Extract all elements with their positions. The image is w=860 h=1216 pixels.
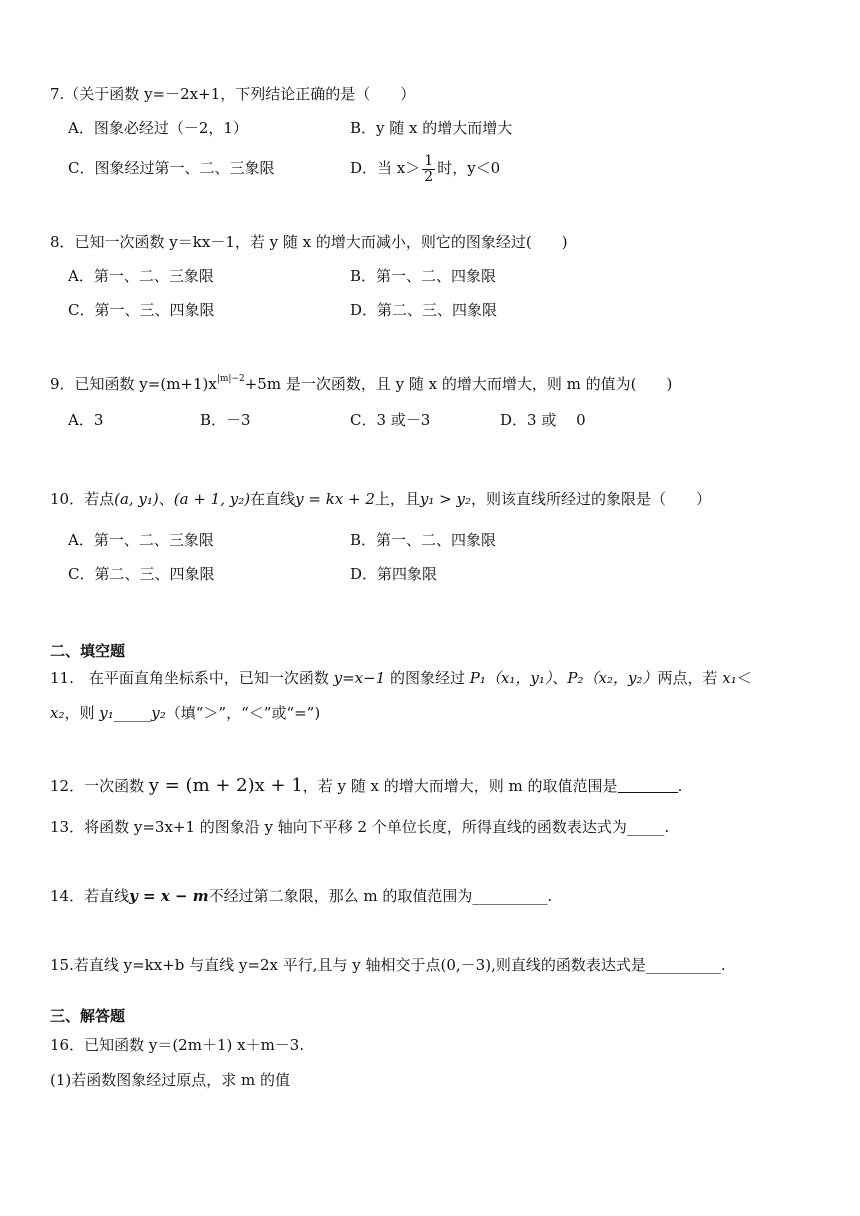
q16-stem: 16．已知函数 y＝(2m＋1) x＋m－3. xyxy=(50,1036,305,1054)
q11-answer-blank: _____ xyxy=(113,704,152,722)
q9-option-c: C．3 或－3 xyxy=(350,411,431,429)
q8-stem: 8．已知一次函数 y＝kx－1，若 y 随 x 的增大而减小，则它的图象经过( ) xyxy=(50,233,568,251)
q11-function: y=x−1 xyxy=(333,669,386,687)
q11-x2: x₂ xyxy=(50,704,65,722)
q12-post: ，若 y 随 x 的增大而增大，则 m 的取值范围是 xyxy=(302,777,618,795)
q10-condition: y₁ > y₂ xyxy=(419,490,472,508)
q11-text-fill: （填“＞”，“＜”或“=”) xyxy=(165,704,321,722)
q9-exponent: |m|−2 xyxy=(216,374,245,384)
q7-option-d-pre: D．当 x＞ xyxy=(350,159,421,177)
fraction-denominator: 2 xyxy=(424,168,434,185)
q8-option-d: D．第二、三、四象限 xyxy=(350,301,498,319)
q10-sep: 、 xyxy=(158,490,174,508)
q10-line-equation: y = kx + 2 xyxy=(295,490,375,508)
q10-option-d: D．第四象限 xyxy=(350,565,438,583)
q9-stem-pre: 9．已知函数 y=(m+1)x xyxy=(50,375,217,393)
q11-point-p2: P₂（x₂，y₂） xyxy=(567,669,658,687)
q14-pre: 14．若直线 xyxy=(50,887,130,905)
q10-option-a: A．第一、二、三象限 xyxy=(68,531,214,549)
q13-line xyxy=(50,817,669,837)
section-heading-fill-in: 二、填空题 xyxy=(50,642,126,660)
q11-point-p1: P₁（x₁，y₁） xyxy=(469,669,553,687)
q10-stem xyxy=(50,489,711,509)
q10-stem-1: 10．若点 xyxy=(50,490,115,508)
q13-text: 13．将函数 y=3x+1 的图象沿 y 轴向下平移 2 个单位长度，所得直线的函数表达式为 xyxy=(50,818,627,836)
q7-option-d xyxy=(350,148,500,188)
q11-y2: y₂ xyxy=(151,704,166,722)
q11-text-a: 11. 在平面直角坐标系中，已知一次函数 xyxy=(50,669,334,687)
section-heading-solutions: 三、解答题 xyxy=(50,1007,126,1025)
q7-option-a: A．图象必经过（－2，1） xyxy=(68,119,248,137)
q11-line-2 xyxy=(50,703,320,723)
q10-option-c: C．第二、三、四象限 xyxy=(68,565,215,583)
q13-answer-blank: _____ xyxy=(626,818,665,836)
q10-stem-3: 上，且 xyxy=(374,490,420,508)
q11-y1: y₁ xyxy=(99,704,114,722)
q10-point-2: (a + 1, y₂) xyxy=(173,490,251,508)
q9-option-a: A．3 xyxy=(68,411,104,429)
q7-option-c: C．图象经过第一、二、三象限 xyxy=(68,159,275,177)
q14-end: . xyxy=(547,887,553,905)
q11-text-c: 、 xyxy=(552,669,568,687)
q8-option-c: C．第一、三、四象限 xyxy=(68,301,215,319)
q7-option-d-post: 时，y＜0 xyxy=(437,159,501,177)
q11-text-d: 两点，若 xyxy=(657,669,723,687)
q9-stem-post: +5m 是一次函数，且 y 随 x 的增大而增大，则 m 的值为( ) xyxy=(244,375,673,393)
q11-text-b: 的图象经过 xyxy=(385,669,470,687)
q8-option-a: A．第一、二、三象限 xyxy=(68,267,214,285)
q11-less-than: ＜ xyxy=(736,669,752,687)
q10-stem-4: ，则该直线所经过的象限是（ ） xyxy=(471,490,712,508)
q14-post: 不经过第二象限，那么 m 的取值范围为 xyxy=(208,887,473,905)
q16-part-1: (1)若函数图象经过原点，求 m 的值 xyxy=(50,1071,291,1089)
q10-stem-2: 在直线 xyxy=(250,490,296,508)
q12-answer-blank xyxy=(618,778,678,793)
fraction-numerator: 1 xyxy=(424,152,434,169)
q15-text: 15.若直线 y=kx+b 与直线 y=2x 平行,且与 y 轴相交于点(0,－3),则直线的函数表达式是 xyxy=(50,956,646,974)
q12-function: y = (m + 2)x + 1 xyxy=(148,775,303,796)
q14-function: y = x − m xyxy=(129,887,209,905)
q10-option-b: B．第一、二、四象限 xyxy=(350,531,497,549)
q14-answer-blank: __________ xyxy=(472,887,548,905)
q12-pre: 12．一次函数 xyxy=(50,777,149,795)
q9-stem xyxy=(50,369,672,394)
q11-x1: x₁ xyxy=(722,669,737,687)
q14-line xyxy=(50,886,552,906)
q10-point-1: (a, y₁) xyxy=(114,490,159,508)
q12-end: . xyxy=(677,777,683,795)
fraction-one-half xyxy=(422,154,435,185)
q11-text-then: ，则 xyxy=(64,704,100,722)
q7-stem: 7.（关于函数 y=－2x+1，下列结论正确的是（ ） xyxy=(50,85,416,103)
q7-option-b: B．y 随 x 的增大而增大 xyxy=(350,119,513,137)
q13-end: . xyxy=(664,818,670,836)
q11-line-1 xyxy=(50,668,752,688)
q9-option-b: B．－3 xyxy=(200,411,251,429)
q9-option-d: D．3 或 0 xyxy=(500,411,586,429)
q12-line xyxy=(50,776,682,796)
q15-answer-blank: __________ xyxy=(645,956,721,974)
q8-option-b: B．第一、二、四象限 xyxy=(350,267,497,285)
q15-end: . xyxy=(720,956,726,974)
q15-line xyxy=(50,955,726,975)
